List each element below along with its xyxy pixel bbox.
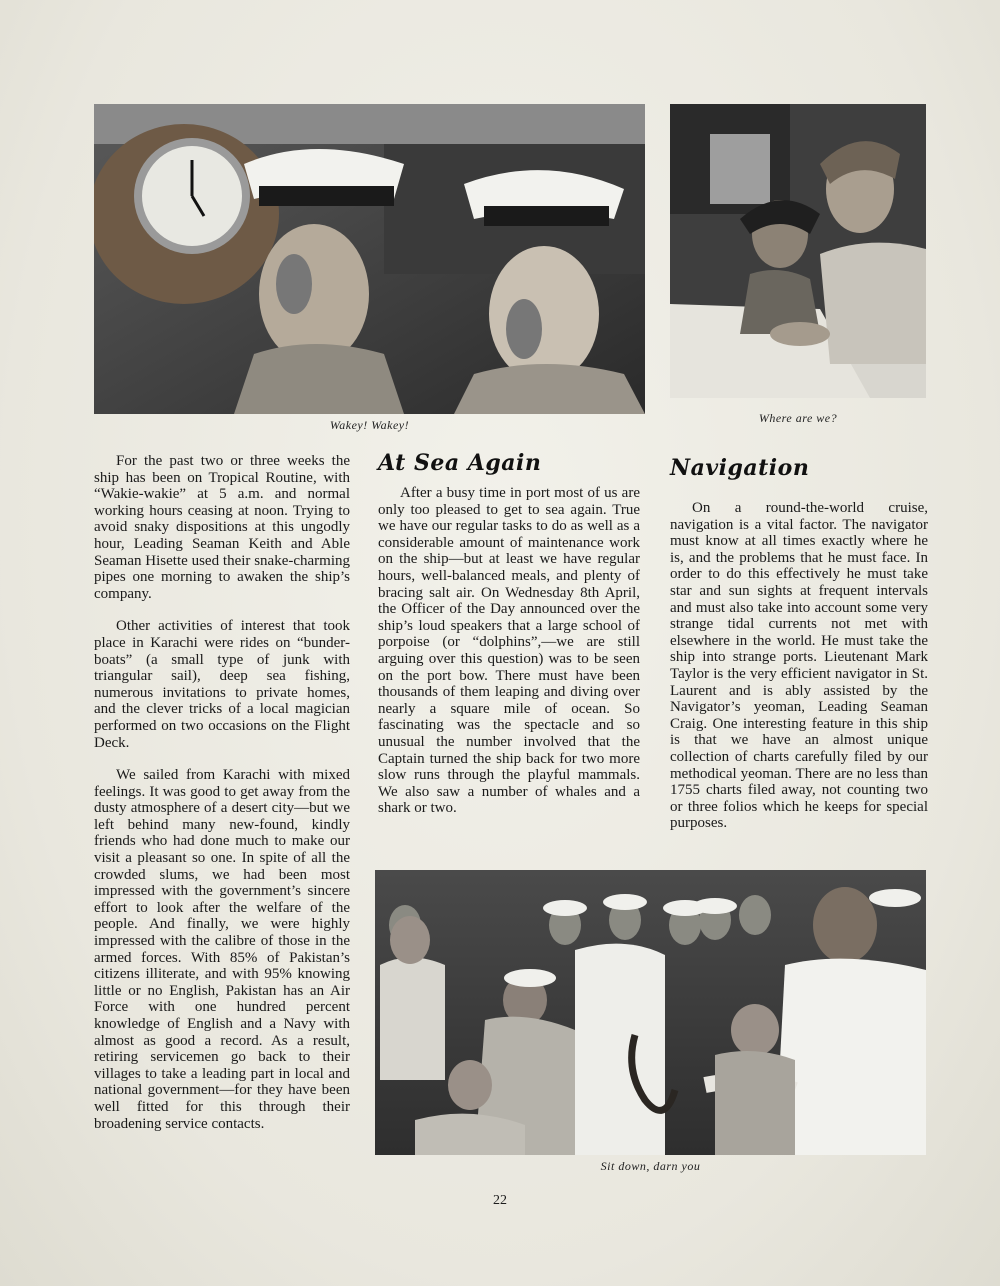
- heading-at-sea-again: At Sea Again: [378, 450, 542, 476]
- photo-snake-crowd: [375, 870, 926, 1155]
- caption-sit-down: Sit down, darn you: [600, 1159, 701, 1173]
- col2-paragraph-1: After a busy time in port most of us are only too pleased to get to sea again. True we have our regular tasks to do as well as a considerable amount of maintenance work on the ship—but at least we have regular hours, well-balanced meals, and plenty of bracing salt air. On Wednesday 8th April, the Officer of the Day announced over the ship’s loud speakers that a large school of porpoise (or “dolphins”,—we are still arguing over this question) was to be seen on the port bow. There must have been thousands of them leaping and diving over nearly a square mile of ocean. So fascinating was the spectacle and so unusual the number involved that the Captain turned the ship back for two more slow runs through the playful mammals. We also saw a number of whales and a shark or two.: [378, 485, 640, 817]
- photo-sailors-pipes: [94, 104, 645, 414]
- column-3: [670, 500, 928, 832]
- photo-navigation-chart: [670, 104, 926, 398]
- caption-where-are-we: Where are we?: [758, 411, 838, 425]
- col1-paragraph-2: Other activities of interest that took place in Karachi were rides on “bunder-boats” (a small type of junk with triangular sail), deep sea fishing, numerous invitations to private homes, and the clever tricks of a local magician performed on two occasions on the Flight Deck.: [94, 618, 350, 751]
- column-2: [378, 485, 640, 817]
- column-1: [94, 453, 350, 1132]
- page-number: 22: [493, 1193, 507, 1208]
- heading-navigation: Navigation: [670, 455, 810, 481]
- col3-paragraph-1: On a round-the-world cruise, navigation is a vital factor. The navigator must know at all times exactly where he is, and the problems that he must face. In order to do this effectively he must take star and sun sights at frequent intervals and must also take into account some very strange tidal currents not met with elsewhere in the world. He must take the ship into strange ports. Lieutenant Mark Taylor is the very efficient navigator in St. Laurent and is ably assisted by the Navigator’s yeoman, Leading Seaman Craig. One interesting feature in this ship is that we have an almost unique collection of charts carefully filed by our methodical yeoman. There are no less than 1755 charts filed away, not counting two or three folios which he keeps for special purposes.: [670, 500, 928, 832]
- col1-paragraph-3: We sailed from Karachi with mixed feelings. It was good to get away from the dusty atmosphere of a desert city—but we left behind many new-found, kindly friends who had done much to make our visit a pleasant so one. In spite of all the crowded slums, we had been most impressed with the government’s sincere effort to look after the welfare of the people. And finally, we were highly impressed with the calibre of those in the armed forces. With 85% of Pakistan’s citizens illiterate, and with 95% knowing little or no English, Pakistan has an Air Force with one hundred percent knowledge of English and a Navy with almost as good a record. As a result, retiring servicemen go back to their villages to take a leading part in local and national government—for they have been well fitted for this through their broadening service contacts.: [94, 767, 350, 1132]
- caption-wakey: Wakey! Wakey!: [329, 418, 410, 432]
- col1-paragraph-1: For the past two or three weeks the ship has been on Tropical Routine, with “Wakie-wakie” at 5 a.m. and normal working hours ceasing at noon. Trying to avoid snaky dispositions at this ungodly hour, Leading Seaman Keith and Able Seaman Hisette used their snake-charming pipes one morning to awaken the ship’s company.: [94, 453, 350, 602]
